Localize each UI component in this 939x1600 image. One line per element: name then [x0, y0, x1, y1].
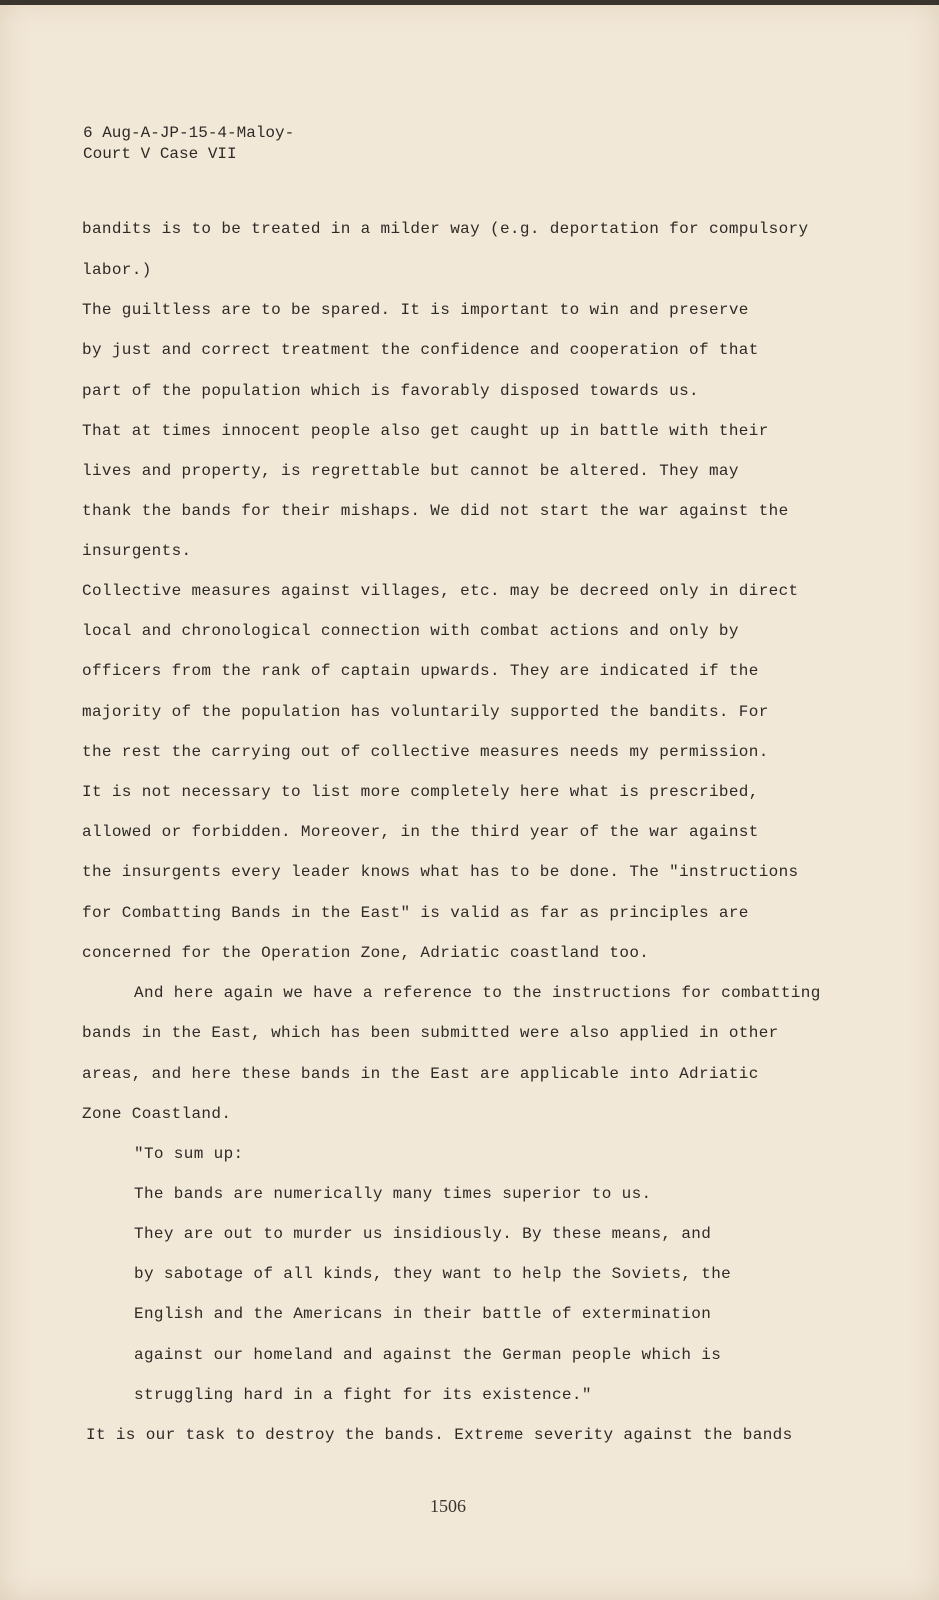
text-line: Collective measures against villages, etc. may be decreed only in direct — [82, 582, 799, 600]
text-line: concerned for the Operation Zone, Adriatic coastland too. — [82, 944, 650, 962]
scan-edge — [0, 0, 939, 5]
text-line: The guiltless are to be spared. It is important to win and preserve — [82, 301, 749, 319]
text-line: insurgents. — [82, 542, 192, 560]
text-line: It is not necessary to list more completely here what is prescribed, — [82, 783, 759, 801]
quote-line: The bands are numerically many times superior to us. — [134, 1185, 652, 1203]
text-line: by just and correct treatment the confidence and cooperation of that — [82, 341, 759, 359]
header-reference: 6 Aug-A-JP-15-4-Maloy- — [83, 124, 295, 142]
text-line: officers from the rank of captain upwards. They are indicated if the — [82, 662, 759, 680]
quote-line: "To sum up: — [134, 1145, 244, 1163]
header-court: Court V Case VII — [83, 145, 237, 163]
text-line: bands in the East, which has been submitted were also applied in other — [82, 1024, 779, 1042]
text-line: areas, and here these bands in the East are applicable into Adriatic — [82, 1065, 759, 1083]
document-header — [83, 123, 294, 165]
text-line: the rest the carrying out of collective measures needs my permission. — [82, 743, 769, 761]
quote-line: against our homeland and against the German people which is — [134, 1346, 722, 1364]
text-line: local and chronological connection with combat actions and only by — [82, 622, 739, 640]
text-line: part of the population which is favorably disposed towards us. — [82, 382, 699, 400]
text-line: allowed or forbidden. Moreover, in the third year of the war against — [82, 823, 759, 841]
quote-line: They are out to murder us insidiously. By these means, and — [134, 1225, 712, 1243]
text-line: the insurgents every leader knows what has to be done. The "instructions — [82, 863, 799, 881]
text-line: for Combatting Bands in the East" is valid as far as principles are — [82, 904, 749, 922]
page-number: 1506 — [430, 1496, 466, 1516]
text-line: bandits is to be treated in a milder way (e.g. deportation for compulsory — [82, 220, 809, 238]
quote-line: struggling hard in a fight for its existence." — [134, 1386, 592, 1404]
text-line: And here again we have a reference to the instructions for combatting — [134, 984, 821, 1002]
text-line: labor.) — [82, 261, 152, 279]
text-line: That at times innocent people also get caught up in battle with their — [82, 422, 769, 440]
text-line: lives and property, is regrettable but cannot be altered. They may — [82, 462, 739, 480]
quote-line: English and the Americans in their battle of extermination — [134, 1305, 712, 1323]
text-line: Zone Coastland. — [82, 1105, 232, 1123]
text-line: majority of the population has voluntarily supported the bandits. For — [82, 703, 769, 721]
text-line: It is our task to destroy the bands. Extreme severity against the bands — [86, 1426, 793, 1444]
text-line: thank the bands for their mishaps. We did not start the war against the — [82, 502, 789, 520]
quote-line: by sabotage of all kinds, they want to help the Soviets, the — [134, 1265, 732, 1283]
